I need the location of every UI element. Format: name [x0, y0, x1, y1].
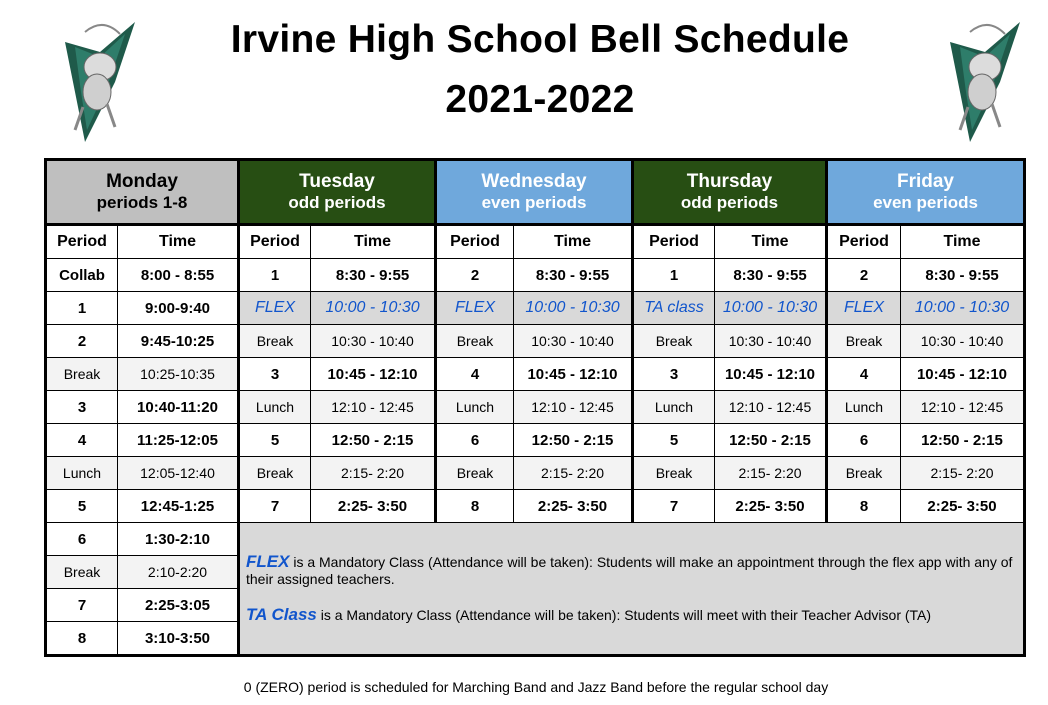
monday-period: 2 — [46, 325, 118, 358]
monday-period: 6 — [46, 523, 118, 556]
friday-time: 10:30 - 10:40 — [901, 325, 1025, 358]
tuesday-time: 12:10 - 12:45 — [311, 391, 436, 424]
friday-period: Break — [827, 457, 901, 490]
monday-time: 12:05-12:40 — [118, 457, 239, 490]
column-header-row — [46, 225, 1025, 259]
tuesday-period: 1 — [239, 259, 311, 292]
monday-time: 1:30-2:10 — [118, 523, 239, 556]
column-header-time: Time — [901, 225, 1025, 259]
wednesday-time: 2:25- 3:50 — [514, 490, 633, 523]
monday-period: 3 — [46, 391, 118, 424]
day-header-thursday: Thursday odd periods — [633, 160, 827, 225]
wednesday-period: 4 — [436, 358, 514, 391]
table-row — [46, 391, 1025, 424]
flex-keyword: FLEX — [246, 552, 290, 571]
monday-period: 4 — [46, 424, 118, 457]
day-header-monday: Monday periods 1-8 — [46, 160, 239, 225]
flex-note — [246, 553, 1013, 588]
thursday-time: 12:50 - 2:15 — [715, 424, 827, 457]
wednesday-period: Break — [436, 457, 514, 490]
tuesday-time: 10:30 - 10:40 — [311, 325, 436, 358]
footer-note: 0 (ZERO) period is scheduled for Marching Band and Jazz Band before the regular school day — [243, 679, 829, 695]
monday-period: Collab — [46, 259, 118, 292]
thursday-time: 10:30 - 10:40 — [715, 325, 827, 358]
column-header-period: Period — [46, 225, 118, 259]
bell-schedule-table — [44, 158, 1026, 657]
wednesday-time: 2:15- 2:20 — [514, 457, 633, 490]
monday-time: 11:25-12:05 — [118, 424, 239, 457]
monday-time: 9:00-9:40 — [118, 292, 239, 325]
friday-time: 12:50 - 2:15 — [901, 424, 1025, 457]
friday-period: Lunch — [827, 391, 901, 424]
tuesday-period: Break — [239, 457, 311, 490]
friday-time: 2:15- 2:20 — [901, 457, 1025, 490]
school-year: 2021-2022 — [445, 78, 635, 121]
monday-time: 10:25-10:35 — [118, 358, 239, 391]
table-row — [46, 424, 1025, 457]
table-row — [46, 292, 1025, 325]
table-row — [46, 457, 1025, 490]
monday-time: 12:45-1:25 — [118, 490, 239, 523]
column-header-time: Time — [514, 225, 633, 259]
column-header-time: Time — [311, 225, 436, 259]
friday-flex-time: 10:00 - 10:30 — [901, 292, 1025, 325]
wednesday-period: 2 — [436, 259, 514, 292]
page-title: Irvine High School Bell Schedule — [230, 18, 850, 61]
thursday-ta-time: 10:00 - 10:30 — [715, 292, 827, 325]
tuesday-time: 2:25- 3:50 — [311, 490, 436, 523]
friday-time: 12:10 - 12:45 — [901, 391, 1025, 424]
wednesday-time: 10:30 - 10:40 — [514, 325, 633, 358]
thursday-time: 2:25- 3:50 — [715, 490, 827, 523]
monday-period: Lunch — [46, 457, 118, 490]
monday-time: 3:10-3:50 — [118, 622, 239, 656]
thursday-period: Break — [633, 457, 715, 490]
thursday-period: 3 — [633, 358, 715, 391]
friday-period: 8 — [827, 490, 901, 523]
thursday-time: 8:30 - 9:55 — [715, 259, 827, 292]
table-row — [46, 325, 1025, 358]
tuesday-time: 8:30 - 9:55 — [311, 259, 436, 292]
day-header-row — [46, 160, 1025, 225]
monday-period: Break — [46, 358, 118, 391]
ta-keyword: TA Class — [246, 605, 317, 624]
friday-flex-period: FLEX — [827, 292, 901, 325]
tuesday-period: 3 — [239, 358, 311, 391]
friday-time: 8:30 - 9:55 — [901, 259, 1025, 292]
thursday-ta-period: TA class — [633, 292, 715, 325]
wednesday-period: 8 — [436, 490, 514, 523]
monday-period: 8 — [46, 622, 118, 656]
wednesday-flex-time: 10:00 - 10:30 — [514, 292, 633, 325]
wednesday-flex-period: FLEX — [436, 292, 514, 325]
monday-period: 1 — [46, 292, 118, 325]
monday-time: 9:45-10:25 — [118, 325, 239, 358]
column-header-time: Time — [715, 225, 827, 259]
table-row — [46, 490, 1025, 523]
friday-time: 10:45 - 12:10 — [901, 358, 1025, 391]
flex-description: is a Mandatory Class (Attendance will be taken): Students will make an appointment through the flex app with any of their assigned teachers. — [246, 554, 1013, 587]
monday-period: 7 — [46, 589, 118, 622]
wednesday-period: Lunch — [436, 391, 514, 424]
thursday-time: 2:15- 2:20 — [715, 457, 827, 490]
tuesday-time: 2:15- 2:20 — [311, 457, 436, 490]
monday-time: 2:10-2:20 — [118, 556, 239, 589]
thursday-period: Lunch — [633, 391, 715, 424]
column-header-period: Period — [633, 225, 715, 259]
monday-period: 5 — [46, 490, 118, 523]
thursday-period: 1 — [633, 259, 715, 292]
tuesday-period: Lunch — [239, 391, 311, 424]
table-row — [46, 259, 1025, 292]
monday-period: Break — [46, 556, 118, 589]
wednesday-time: 10:45 - 12:10 — [514, 358, 633, 391]
table-row — [46, 358, 1025, 391]
thursday-time: 10:45 - 12:10 — [715, 358, 827, 391]
notes-panel — [239, 523, 1025, 656]
day-header-friday: Friday even periods — [827, 160, 1025, 225]
friday-period: 6 — [827, 424, 901, 457]
day-header-wednesday: Wednesday even periods — [436, 160, 633, 225]
column-header-period: Period — [239, 225, 311, 259]
thursday-time: 12:10 - 12:45 — [715, 391, 827, 424]
friday-time: 2:25- 3:50 — [901, 490, 1025, 523]
monday-time: 2:25-3:05 — [118, 589, 239, 622]
thursday-period: 7 — [633, 490, 715, 523]
friday-period: 4 — [827, 358, 901, 391]
wednesday-time: 8:30 - 9:55 — [514, 259, 633, 292]
thursday-period: 5 — [633, 424, 715, 457]
tuesday-time: 10:45 - 12:10 — [311, 358, 436, 391]
table-row — [46, 523, 1025, 556]
monday-time: 8:00 - 8:55 — [118, 259, 239, 292]
tuesday-flex-time: 10:00 - 10:30 — [311, 292, 436, 325]
tuesday-period: 5 — [239, 424, 311, 457]
thursday-period: Break — [633, 325, 715, 358]
column-header-time: Time — [118, 225, 239, 259]
tuesday-period: Break — [239, 325, 311, 358]
day-header-tuesday: Tuesday odd periods — [239, 160, 436, 225]
wednesday-period: Break — [436, 325, 514, 358]
ta-description: is a Mandatory Class (Attendance will be taken): Students will meet with their Teacher Advisor (TA) — [316, 607, 932, 623]
tuesday-flex-period: FLEX — [239, 292, 311, 325]
tuesday-time: 12:50 - 2:15 — [311, 424, 436, 457]
column-header-period: Period — [827, 225, 901, 259]
ta-note — [246, 606, 1013, 624]
column-header-period: Period — [436, 225, 514, 259]
wednesday-period: 6 — [436, 424, 514, 457]
wednesday-time: 12:50 - 2:15 — [514, 424, 633, 457]
friday-period: Break — [827, 325, 901, 358]
tuesday-period: 7 — [239, 490, 311, 523]
friday-period: 2 — [827, 259, 901, 292]
wednesday-time: 12:10 - 12:45 — [514, 391, 633, 424]
monday-time: 10:40-11:20 — [118, 391, 239, 424]
